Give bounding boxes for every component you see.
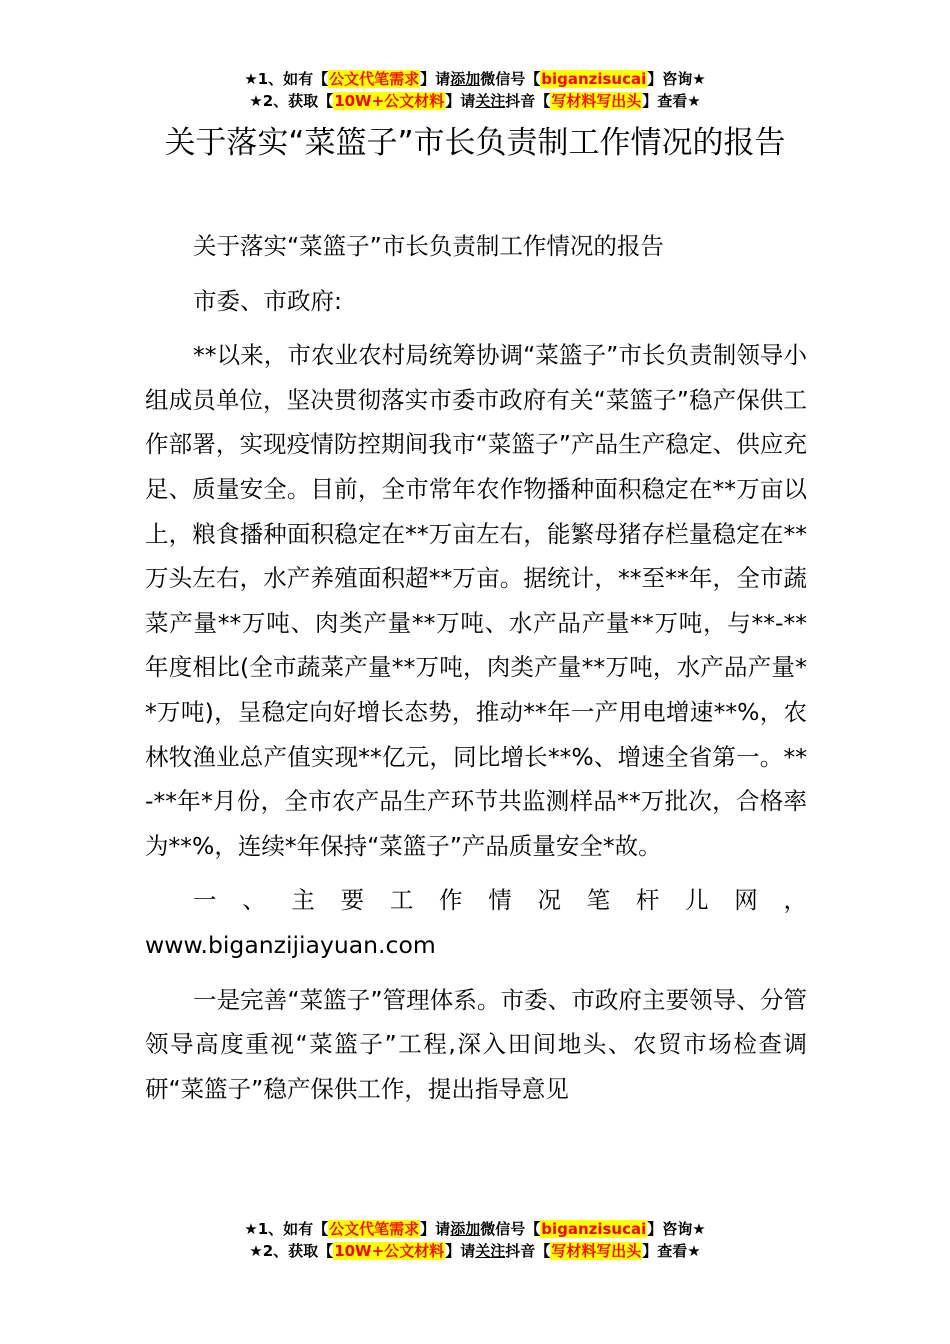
promo-line-2: ★2、获取【10W+公文材料】请关注抖音【写材料写出头】查看★	[249, 92, 701, 110]
highlight-wechat-id: biganzisucai	[541, 1220, 647, 1238]
header-promo-banner	[0, 68, 950, 112]
highlight-materials: 10W+公文材料	[334, 1242, 445, 1260]
promo-line-2: ★2、获取【10W+公文材料】请关注抖音【写材料写出头】查看★	[249, 1242, 701, 1260]
document-subtitle: 关于落实“菜篮子”市长负责制工作情况的报告	[193, 232, 664, 260]
highlight-wechat-id: biganzisucai	[541, 70, 647, 88]
highlight-service: 公文代笔需求	[329, 1220, 420, 1238]
section-heading: 一、主要工作情况笔杆儿网，	[193, 886, 807, 915]
paragraph-management: 一是完善“菜篮子”管理体系。市委、市政府主要领导、分管领导高度重视“菜篮子”工程,深入田间地头、农贸市场检查调研“菜篮子”稳产保供工作，提出指导意见	[145, 985, 807, 1103]
paragraph-intro: **以来，市农业农村局统筹协调“菜篮子”市长负责制领导小组成员单位，坚决贯彻落实市委市政府有关“菜篮子”稳产保供工作部署，实现疫情防控期间我市“菜篮子”产品生产稳定、供应充足、质量安全。目前，全市常年农作物播种面积稳定在**万亩以上，粮食播种面积稳定在**万亩左右，能繁母猪存栏量稳定在**万头左右，水产养殖面积超**万亩。据统计，**至**年，全市蔬菜产量**万吨、肉类产量**万吨、水产品产量**万吨，与**-**年度相比(全市蔬菜产量**万吨，肉类产量**万吨，水产品产量**万吨)，呈稳定向好增长态势，推动**年一产用电增速**%，农林牧渔业总产值实现**亿元，同比增长**%、增速全省第一。**-**年*月份，全市农产品生产环节共监测样品**万批次，合格率为**%，连续*年保持“菜篮子”产品质量安全*故。	[145, 341, 807, 860]
highlight-service: 公文代笔需求	[329, 70, 420, 88]
document-title: 关于落实“菜篮子”市长负责制工作情况的报告	[164, 125, 786, 161]
highlight-douyin-id: 写材料写出头	[551, 1242, 642, 1260]
salutation: 市委、市政府:	[193, 286, 342, 315]
document-body	[145, 224, 807, 1121]
footer-promo-banner	[0, 1218, 950, 1262]
promo-line-1: ★1、如有【公文代笔需求】请添加微信号【biganzisucai】咨询★	[244, 70, 706, 88]
highlight-materials: 10W+公文材料	[334, 92, 445, 110]
highlight-douyin-id: 写材料写出头	[551, 92, 642, 110]
promo-line-1: ★1、如有【公文代笔需求】请添加微信号【biganzisucai】咨询★	[244, 1220, 706, 1238]
website-url: www.biganzijiayuan.com	[145, 930, 436, 959]
